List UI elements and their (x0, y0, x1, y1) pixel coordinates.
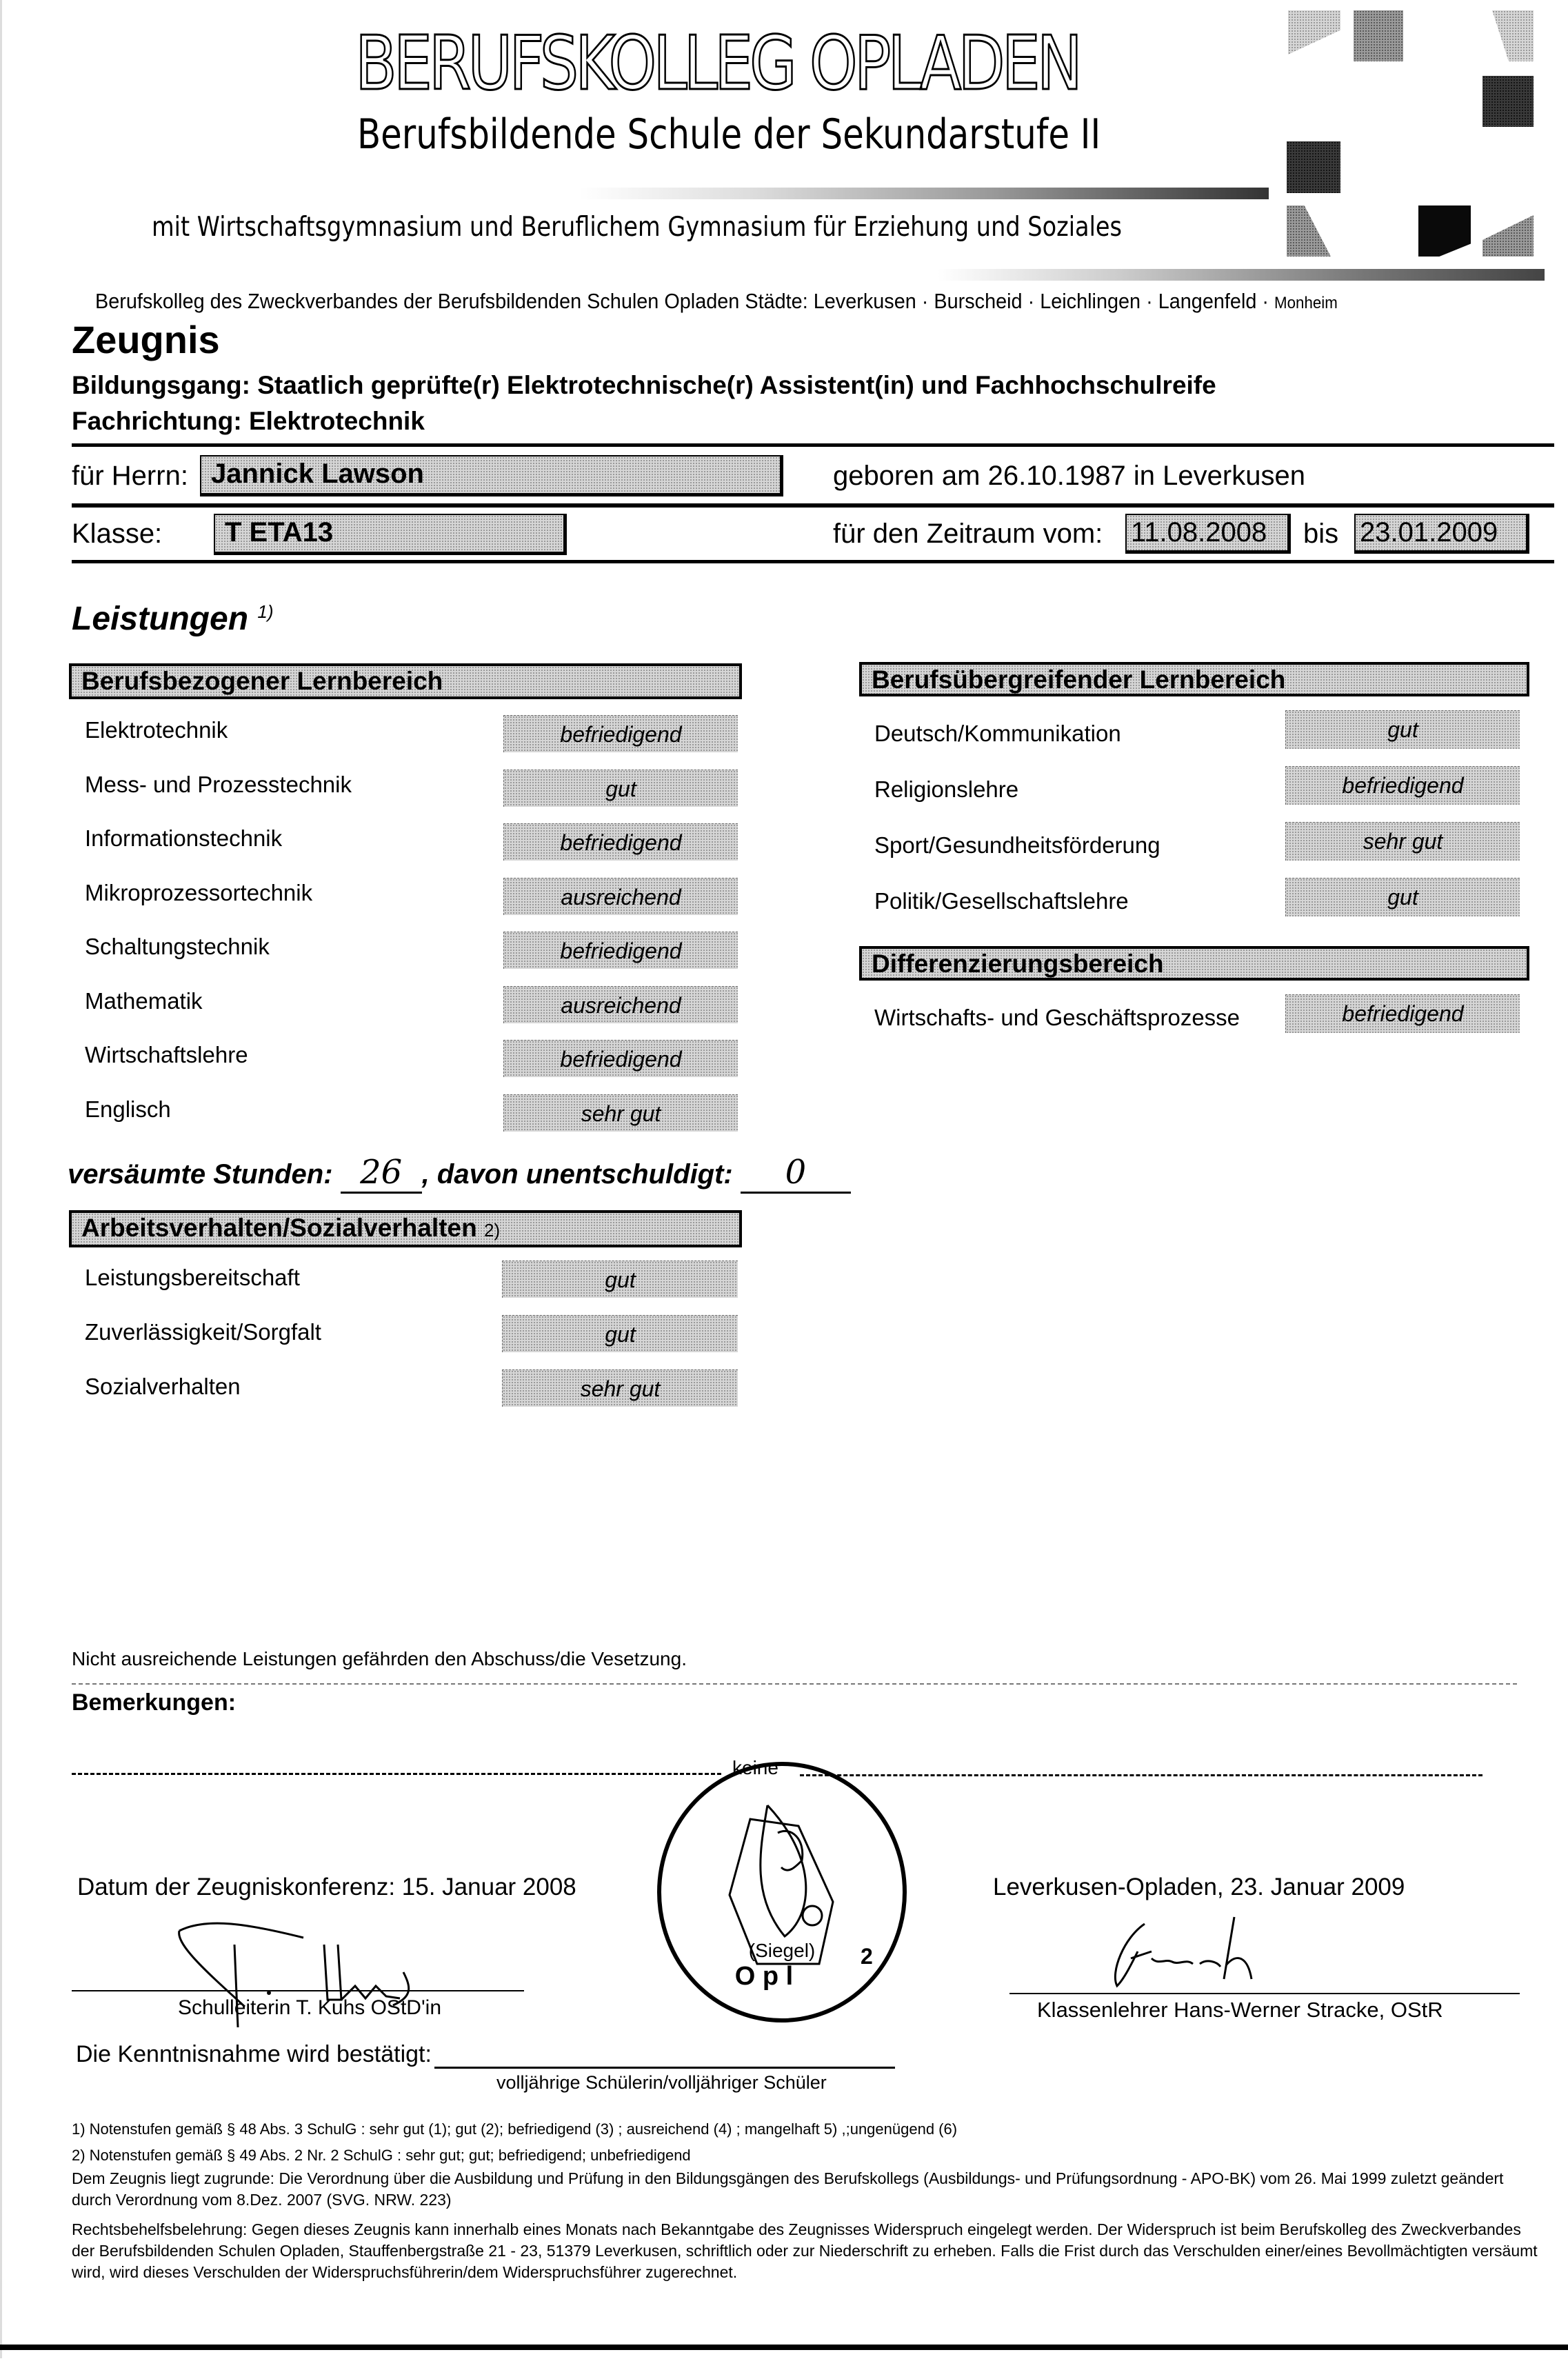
bildungsgang: Bildungsgang: Staatlich geprüfte(r) Elektrotechnische(r) Assistent(in) und Fachhochschulreife (72, 371, 1216, 399)
grade-box: gut (502, 1261, 738, 1298)
subject-name: Elektrotechnik (85, 717, 228, 743)
birth-info: geboren am 26.10.1987 in Leverkusen (833, 461, 1305, 491)
divider (72, 1683, 1517, 1685)
grade-box: befriedigend (503, 715, 738, 752)
subject-name: Politik/Gesellschaftslehre (874, 888, 1129, 914)
school-seal (647, 1757, 917, 2027)
grade-box: gut (1285, 878, 1520, 916)
association-line (95, 289, 1338, 314)
subject-name: Wirtschaftslehre (85, 1042, 248, 1067)
header-gradient-bar (579, 188, 1269, 199)
principal-signature-line (72, 1990, 524, 1991)
remarks-label: Bemerkungen: (72, 1689, 237, 1716)
grade-box: befriedigend (503, 932, 738, 969)
subject-name: Wirtschafts- und Geschäftsprozesse (874, 1005, 1240, 1030)
section-berufsbezogen: Berufsbezogener Lernbereich (69, 663, 742, 699)
grade-box: sehr gut (503, 1094, 738, 1132)
verhalten-title: Arbeitsverhalten/Sozialverhalten (81, 1214, 477, 1242)
footnote-marker: 2) (483, 1220, 501, 1241)
grade-box: befriedigend (503, 1040, 738, 1077)
acknowledgement-signature-line[interactable] (434, 2067, 895, 2069)
scan-edge-bottom (0, 2345, 1568, 2350)
svg-text:O p l: O p l (734, 1962, 794, 1991)
subject-name: Sozialverhalten (85, 1374, 241, 1399)
remarks-line-left (72, 1773, 721, 1775)
divider (72, 443, 1554, 447)
association-cities: Berufskolleg des Zweckverbandes der Berufsbildenden Schulen Opladen Städte: Leverkusen · Burscheid · Leichlingen · Langenfeld · (95, 289, 1269, 313)
student-name-field: Jannick Lawson (200, 455, 783, 496)
period-between-label: bis (1303, 519, 1339, 549)
subject-name: Mathematik (85, 988, 203, 1014)
subject-name: Religionslehre (874, 776, 1019, 802)
unexcused-hours-label: , davon unentschuldigt: (421, 1159, 733, 1190)
footnote-2: 2) Notenstufen gemäß § 49 Abs. 2 Nr. 2 SchulG : sehr gut; gut; befriedigend; unbefriedigend (72, 2147, 691, 2164)
grade-box: sehr gut (502, 1369, 738, 1407)
remarks-value: keine (732, 1757, 778, 1778)
absence-line (68, 1153, 851, 1194)
subject-name: Informationstechnik (85, 825, 283, 851)
period-to-field: 23.01.2009 (1354, 514, 1529, 554)
grade-box: ausreichend (503, 986, 738, 1023)
school-name: BERUFSKOLLEG OPLADEN (355, 21, 1080, 107)
subject-name: Deutsch/Kommunikation (874, 721, 1121, 746)
grade-box: gut (1285, 710, 1520, 749)
class-field: T ETA13 (214, 514, 567, 555)
legal-remedy: Rechtsbehelfsbelehrung: Gegen dieses Zeugnis kann innerhalb eines Monats nach Bekanntgabe des Zeugnisses Widerspruch eingelegt werden. Der Widerspruch ist beim Berufskolleg des Zweckverbandes der Berufsbildenden Schulen Opladen, Stauffenbergstraße 21 - 23, 51379 Leverkusen, schriftlich oder zur Niederschrift zu erheben. Falls die Frist durch das Verschulden einer/eines Bevollmächtigten versäumt wird, wird dieses Verschulden der Widerspruchsführerin/dem Widerspruchsführer zugerechnet. (72, 2220, 1538, 2281)
section-berufsuebergreifend: Berufsübergreifender Lernbereich (859, 662, 1529, 696)
fachrichtung: Fachrichtung: Elektrotechnik (72, 407, 425, 435)
grade-box: gut (503, 770, 738, 807)
school-subtitle-2: mit Wirtschaftsgymnasium und Beruflichem Gymnasium für Erziehung und Soziales (152, 212, 1123, 243)
principal-name: Schulleiterin T. Kuhs OStD'in (178, 1996, 442, 2019)
grade-box: befriedigend (1285, 994, 1520, 1033)
subject-name: Sport/Gesundheitsförderung (874, 832, 1160, 858)
period-from-field: 11.08.2008 (1125, 514, 1291, 554)
missed-hours-value: 26 (341, 1153, 422, 1194)
subject-name: Mess- und Prozesstechnik (85, 772, 352, 797)
unexcused-hours-value: 0 (741, 1153, 851, 1194)
association-last-city: Monheim (1274, 294, 1338, 312)
acknowledgement-sub: volljährige Schülerin/volljähriger Schüler (496, 2072, 827, 2093)
name-label: für Herrn: (72, 461, 188, 491)
svg-text:2: 2 (861, 1944, 873, 1969)
acknowledgement-label: Die Kenntnisnahme wird bestätigt: (76, 2041, 432, 2067)
divider (72, 560, 1554, 563)
warning-note: Nicht ausreichende Leistungen gefährden den Abschuss/die Vesetzung. (72, 1648, 687, 1669)
teacher-signature-line (1009, 1993, 1520, 1994)
scan-edge-left (0, 0, 2, 2358)
subject-name: Zuverlässigkeit/Sorgfalt (85, 1319, 321, 1345)
section-verhalten (69, 1210, 742, 1247)
conference-date: Datum der Zeugniskonferenz: 15. Januar 2008 (77, 1874, 576, 1900)
subject-name: Mikroprozessortechnik (85, 880, 313, 905)
grade-box: befriedigend (503, 823, 738, 861)
footnote-marker: 1) (257, 601, 274, 622)
section-differenzierung: Differenzierungsbereich (859, 946, 1529, 981)
seal-label: (Siegel) (748, 1940, 816, 1961)
period-label: für den Zeitraum vom: (833, 519, 1103, 549)
class-label: Klasse: (72, 519, 163, 549)
divider (72, 503, 1554, 508)
subject-name: Leistungsbereitschaft (85, 1265, 300, 1290)
missed-hours-label: versäumte Stunden: (68, 1159, 333, 1190)
teacher-name: Klassenlehrer Hans-Werner Stracke, OStR (1037, 1998, 1443, 2022)
leistungen-heading (72, 600, 273, 638)
grade-box: sehr gut (1285, 822, 1520, 861)
document-title: Zeugnis (72, 318, 220, 361)
subject-name: Englisch (85, 1096, 171, 1122)
place-date: Leverkusen-Opladen, 23. Januar 2009 (993, 1874, 1405, 1900)
footnote-1: 1) Notenstufen gemäß § 48 Abs. 3 SchulG : sehr gut (1); gut (2); befriedigend (3) ; ausreichend (4) ; mangelhaft 5) ,;ungenügend (6) (72, 2120, 958, 2138)
grade-box: ausreichend (503, 878, 738, 915)
subject-name: Schaltungstechnik (85, 934, 270, 959)
seal-icon (647, 1757, 917, 2027)
school-subtitle: Berufsbildende Schule der Sekundarstufe II (357, 110, 1101, 159)
leistungen-title: Leistungen (72, 601, 249, 637)
grade-box: gut (502, 1315, 738, 1352)
teacher-signature-icon (1103, 1910, 1324, 1993)
grade-box: befriedigend (1285, 766, 1520, 805)
header-gradient-bar-2 (938, 269, 1545, 281)
legal-basis: Dem Zeugnis liegt zugrunde: Die Verordnung über die Ausbildung und Prüfung in den Bildungsgängen des Berufskollegs (Ausbildungs- und Prüfungsordnung - APO-BK) vom 26. Mai 1999 zuletzt geändert durch Verordnung vom 8.Dez. 2007 (SVG. NRW. 223) (72, 2169, 1504, 2209)
